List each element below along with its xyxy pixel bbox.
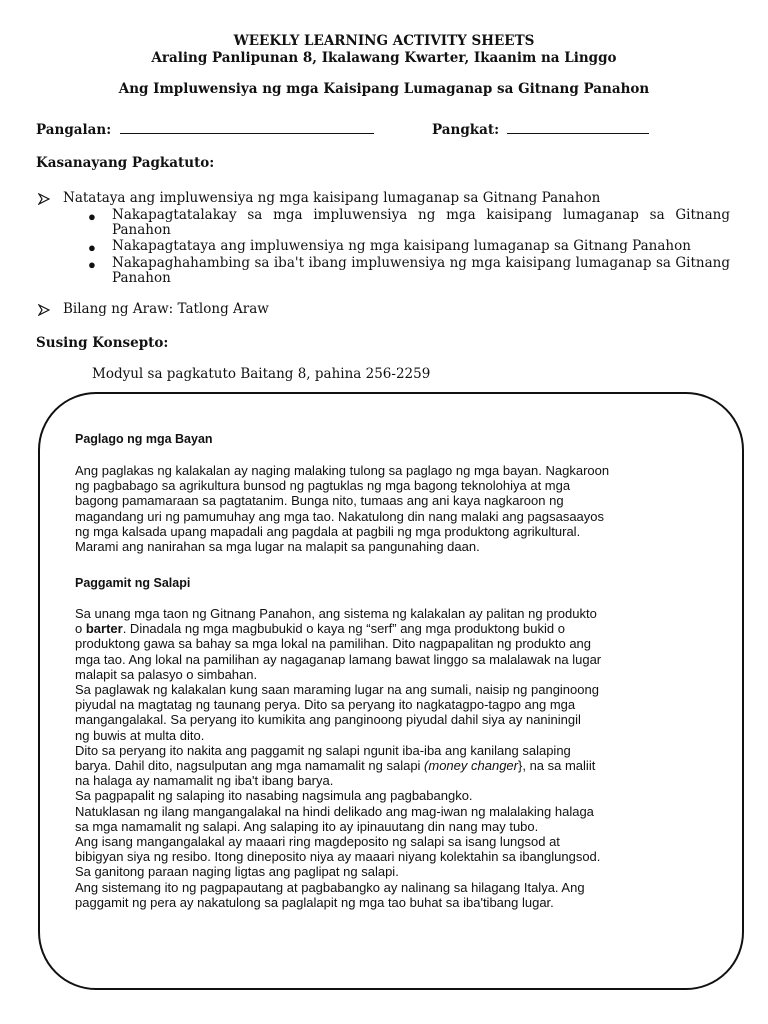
text-run: . Dinadala ng mga magbubukid o kaya ng “serf” ang mga produktong bukid o — [122, 621, 565, 637]
group-field[interactable] — [432, 122, 649, 138]
name-blank-line[interactable] — [120, 122, 374, 134]
module-reference: Modyul sa pagkatuto Baitang 8, pahina 256-2259 — [92, 366, 431, 382]
arrow-bullet-icon — [38, 193, 50, 209]
text-run: }, na sa maliit — [518, 758, 596, 774]
text-run: barya. Dahil dito, nagsulputan ang mga namamalit ng salapi — [75, 758, 425, 774]
paragraph-line — [75, 621, 715, 636]
paragraph-line: paggamit ng pera ay nakatulong sa paglalapit ng mga tao buhat sa iba'tibang lugar. — [75, 894, 554, 910]
main-objective: Natataya ang impluwensiya ng mga kaisipang lumaganap sa Gitnang Panahon — [63, 190, 601, 206]
paragraph-line: bagong pamamaraan sa pagtatanim. Bunga nito, tumaas ang ani kaya nagkaroon ng — [75, 493, 564, 509]
paragraph-line: malapit sa palasyo o simbahan. — [75, 666, 258, 682]
section-paragraph-salapi — [75, 606, 715, 910]
paragraph-line: Natuklasan ng ilang mangangalakal na hindi delikado ang mag-iwan ng malalaking halaga — [75, 803, 594, 819]
paragraph-line: bibigyan siya ng resibo. Itong dineposito niya ay maaari niyang kolektahin sa ibanglungsod. — [75, 849, 601, 865]
bullet-dot-icon: ● — [88, 209, 96, 224]
paragraph-line: ng pagbabago sa agrikultura bunsod ng pagtuklas ng mga bagong teknolohiya at mga — [75, 478, 571, 494]
paragraph-line: piyudal na magtatag ng taunang perya. Dito sa peryang ito nagkatagpo-tagpo ang mga — [75, 697, 576, 713]
paragraph-line: magandang uri ng pamumuhay ang mga tao. Nakatulong din nang malaki ang pagsasaayos — [75, 508, 605, 524]
paragraph-line: mga tao. Ang lokal na pamilihan ay nagaganap lamang bawat linggo sa malalawak na lugar — [75, 651, 602, 667]
paragraph-line: na halaga ay namamalit ng iba't ibang barya. — [75, 773, 334, 789]
objective-bullet: Nakapaghahambing sa iba't ibang impluwensiya ng mga kaisipang lumaganap sa Gitnang Panahon — [112, 255, 730, 286]
section-paragraph-paglago — [75, 463, 715, 554]
paragraph-line: Ang isang mangangalakal ay maaari ring magdeposito ng salapi sa isang lungsod at — [75, 834, 560, 850]
bullet-dot-icon: ● — [88, 240, 96, 255]
name-label: Pangalan: — [36, 122, 112, 138]
paragraph-line: Dito sa peryang ito nakita ang paggamit ng salapi ngunit iba-iba ang kanilang salaping — [75, 742, 571, 758]
paragraph-line: ng mga kalsada upang mapadali ang pagdala at pagbili ng mga produktong agrikultural. — [75, 523, 581, 539]
skills-heading: Kasanayang Pagkatuto: — [36, 155, 215, 171]
barter-term: barter — [85, 621, 123, 637]
paragraph-line: Sa unang mga taon ng Gitnang Panahon, ang sistema ng kalakalan ay palitan ng produkto — [75, 606, 597, 621]
paragraph-line: Ang sistemang ito ng pagpapautang at pagbabangko ay nalinang sa hilagang Italya. Ang — [75, 879, 585, 895]
worksheet-subtitle: Araling Panlipunan 8, Ikalawang Kwarter, Ikaanim na Linggo — [151, 50, 617, 66]
paragraph-line: ng buwis at multa dito. — [75, 727, 205, 743]
paragraph-line — [75, 758, 715, 773]
number-of-days: Bilang ng Araw: Tatlong Araw — [63, 301, 269, 317]
paragraph-line: Sa pagpapalit ng salaping ito nasabing nagsimula ang pagbabangko. — [75, 788, 473, 804]
paragraph-line: produktong gawa sa bahay sa mga lokal na pamilihan. Dito nagpapalitan ng produkto ang — [75, 636, 592, 652]
paragraph-line: Sa ganitong paraan naging ligtas ang paglipat ng salapi. — [75, 864, 399, 880]
text-run: o — [75, 621, 86, 637]
group-label: Pangkat: — [432, 122, 500, 138]
money-changer-term: (money changer — [424, 758, 518, 774]
paragraph-line: Sa paglawak ng kalakalan kung saan maraming lugar na ang sumali, naisip ng panginoong — [75, 682, 599, 698]
name-field[interactable] — [36, 122, 374, 138]
objective-bullet: Nakapagtataya ang impluwensiya ng mga kaisipang lumaganap sa Gitnang Panahon — [112, 238, 691, 254]
arrow-bullet-icon — [38, 304, 50, 320]
objective-bullet: Nakapagtatalakay sa mga impluwensiya ng mga kaisipang lumaganap sa Gitnang Panahon — [112, 207, 730, 238]
section-title-salapi: Paggamit ng Salapi — [75, 576, 191, 590]
paragraph-line: sa mga namamalit ng salapi. Ang salaping ito ay ipinauutang din nang may tubo. — [75, 818, 539, 834]
worksheet-title: WEEKLY LEARNING ACTIVITY SHEETS — [233, 33, 535, 49]
section-title-paglago: Paglago ng mga Bayan — [75, 432, 213, 446]
paragraph-line: Marami ang nanirahan sa mga lugar na malapit sa pangunahing daan. — [75, 539, 480, 555]
paragraph-line: mangangalakal. Sa peryang ito kumikita ang panginoong piyudal dahil siya ay naniningil — [75, 712, 581, 728]
bullet-dot-icon: ● — [88, 257, 96, 272]
lesson-topic: Ang Impluwensiya ng mga Kaisipang Lumaganap sa Gitnang Panahon — [118, 81, 650, 97]
paragraph-line: Ang paglakas ng kalakalan ay naging malaking tulong sa paglago ng mga bayan. Nagkaroon — [75, 463, 610, 478]
group-blank-line[interactable] — [507, 122, 649, 134]
key-concept-heading: Susing Konsepto: — [36, 335, 169, 351]
